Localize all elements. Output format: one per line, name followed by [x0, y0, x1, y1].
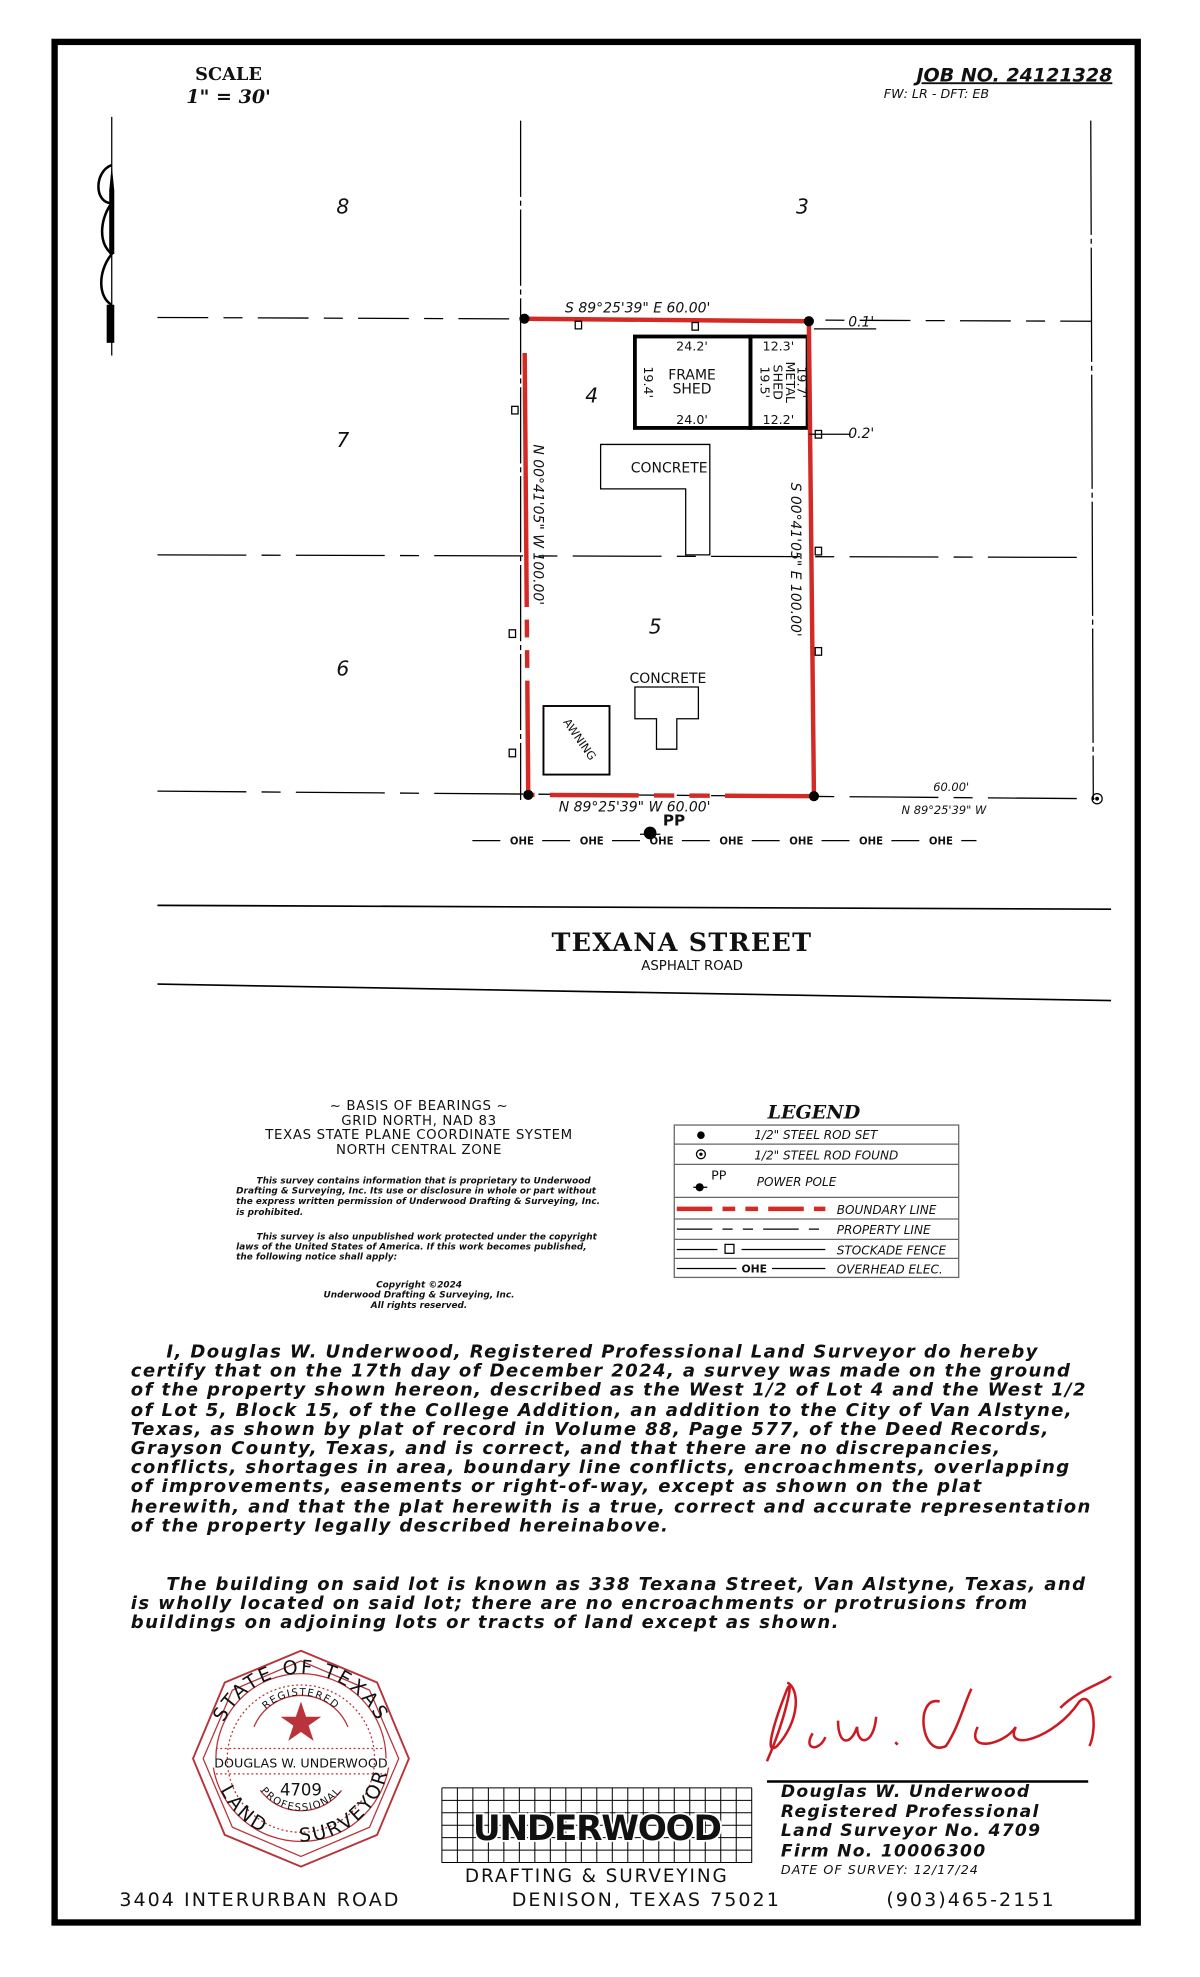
concrete-slab-south: [635, 687, 698, 749]
signer-firm: Firm No. 10006300: [780, 1840, 987, 1861]
certification-text: I, Douglas W. Underwood, Registered Professional Land Surveyor do hereby certify that on the 17th day of December 2024, a survey was made on the ground of the property shown hereon, described as the West 1/2 of Lot 4 and the West 1/2 of Lot 5, Block 15, of the College Addition, an addition to the City of Van Alstyne, Texas, as shown by plat of record in Volume 88, Page 577, of the Deed Records, Grayson County, Texas, and is correct, and that there are no discrepancies, conflicts, shortages in area, boundary line conflicts, encroachments, overlapping of improvements, easements or right-of-way, except as shown on the plat herewith, and that the plat herewith is a true, correct and accurate representation of the property legally described hereinabove.: [130, 1342, 1092, 1537]
street-name: TEXANA STREET: [551, 927, 813, 958]
stockade-fence-swatch: [677, 1244, 826, 1253]
east-bearing: S 00°41'05" E 100.00': [787, 482, 804, 637]
awning-label: AWNING: [560, 715, 600, 763]
ohe-label: OHE: [579, 836, 604, 848]
offset-label: 0.2': [848, 426, 875, 443]
page-border: [55, 42, 1138, 1923]
surveyor-seal: [193, 1651, 409, 1867]
power-pole-label: PP: [662, 811, 686, 830]
legend-item: STOCKADE FENCE: [836, 1243, 947, 1258]
dimension-label: 12.2': [762, 412, 795, 428]
legend-item: 1/2" STEEL ROD FOUND: [754, 1148, 899, 1163]
lot-numbers: [336, 194, 809, 680]
copyright-block: [254, 1280, 584, 1310]
legend-item: OVERHEAD ELEC.: [836, 1262, 943, 1277]
proprietary-notice: [236, 1176, 604, 1218]
ohe-label: OHE: [649, 836, 674, 848]
concrete-label: CONCRETE: [630, 460, 708, 477]
star-icon: [281, 1702, 322, 1741]
seal-name: DOUGLAS W. UNDERWOOD: [214, 1755, 388, 1771]
dimension-label: 12.3': [762, 338, 795, 354]
steel-rod-set-icon: [697, 1131, 705, 1139]
property-lines: [157, 121, 1094, 800]
power-pole-icon: [693, 1183, 707, 1191]
copyright-notice: [236, 1232, 604, 1263]
legend-item: POWER POLE: [756, 1174, 837, 1189]
dimension-label: 24.2': [676, 338, 708, 354]
legend-item: PROPERTY LINE: [836, 1223, 931, 1238]
dimension-label: 19.7': [794, 366, 810, 399]
company-logo: [442, 1788, 752, 1887]
seal-text: STATE OF TEXAS: [208, 1656, 394, 1726]
copyright-line: Copyright ©2024: [376, 1279, 462, 1291]
south-bearing: N 89°25'39" W 60.00': [558, 799, 711, 816]
metal-shed-label: METAL: [783, 361, 799, 403]
west-bearing: N 00°41'05" W 100.00': [529, 444, 546, 606]
street-surface: ASPHALT ROAD: [641, 959, 743, 975]
offset-label: 0.1': [848, 314, 875, 331]
certification-text: The building on said lot is known as 338 Texana Street, Van Alstyne, Texas, and is wholly located on said lot; there are no encroachments or protrusions from buildings on adjoining lots or tracts of land except as shown.: [130, 1574, 1087, 1634]
lot-4: 4: [585, 383, 599, 408]
scale-value: 1" = 30': [186, 85, 271, 108]
ohe-label: OHE: [741, 1262, 768, 1276]
surveyor-signature: [767, 1676, 1111, 1761]
seal-text: SURVEYOR: [298, 1766, 394, 1847]
basis-line: NORTH CENTRAL ZONE: [336, 1142, 503, 1158]
basis-line: GRID NORTH, NAD 83: [341, 1112, 497, 1129]
footer-address: 3404 INTERURBAN ROAD: [119, 1888, 401, 1912]
notice-text: This survey contains information that is proprietary to Underwood Drafting & Surveying, Inc. Its use or disclosure in whole or part without the express written permission of Underwood Drafting & Surveying, Inc. is prohibited.: [236, 1175, 600, 1218]
overhead-elec-swatch: [677, 1262, 826, 1275]
copyright-line: All rights reserved.: [370, 1300, 468, 1311]
steel-rod-found-icon: [696, 1150, 705, 1159]
lot-7: 7: [336, 427, 350, 452]
signer-license: Land Surveyor No. 4709: [780, 1820, 1042, 1842]
job-number: JOB NO. 24121328: [916, 64, 1113, 87]
lot-8: 8: [336, 194, 350, 219]
legend-title: LEGEND: [767, 1101, 861, 1124]
survey-date: DATE OF SURVEY: 12/17/24: [780, 1864, 979, 1879]
legend-pp-label: PP: [711, 1167, 727, 1183]
overhead-electric-line: [472, 836, 976, 847]
ohe-label: OHE: [928, 836, 953, 848]
ohe-label: OHE: [719, 836, 744, 848]
signer-block: [781, 1783, 1041, 1881]
dimension-label: 19.5': [757, 366, 773, 399]
signer-name: Douglas W. Underwood: [780, 1781, 1031, 1802]
dimension-label: 24.0': [676, 412, 708, 428]
basis-line: TEXAS STATE PLANE COORDINATE SYSTEM: [265, 1127, 573, 1143]
logo-name: UNDERWOOD: [472, 1808, 721, 1849]
notice-text: This survey is also unpublished work protected under the copyright laws of the United States of America. If this work becomes published, the following notice shall apply:: [236, 1231, 597, 1263]
signer-title: Registered Professional: [780, 1801, 1040, 1822]
ohe-label: OHE: [859, 836, 884, 848]
footer-phone: (903)465-2151: [886, 1888, 1056, 1912]
seal-text: REGISTERED: [260, 1687, 342, 1712]
footer-city: DENISON, TEXAS 75021: [511, 1888, 781, 1912]
ohe-label: OHE: [789, 836, 814, 848]
copyright-line: Underwood Drafting & Surveying, Inc.: [323, 1290, 515, 1301]
dimension-label: 19.4': [640, 366, 656, 399]
seal-text: PROFESSIONAL: [258, 1785, 344, 1814]
adjoining-bearing: N 89°25'39" W: [901, 802, 987, 817]
concrete-label: CONCRETE: [629, 671, 707, 688]
scale-title: SCALE: [195, 63, 262, 85]
crew-initials: FW: LR - DFT: EB: [883, 85, 990, 101]
logo-subtitle: DRAFTING & SURVEYING: [464, 1865, 729, 1887]
basis-of-bearings: [203, 1100, 635, 1158]
north-bearing: S 89°25'39" E 60.00': [565, 300, 711, 317]
legend-item: BOUNDARY LINE: [836, 1202, 937, 1217]
lot-3: 3: [796, 194, 809, 219]
seal-text: LAND: [215, 1781, 273, 1839]
adjoining-distance: 60.00': [933, 780, 970, 795]
metal-shed-label: SHED: [770, 364, 786, 400]
ohe-label: OHE: [509, 836, 534, 848]
frame-shed-label: FRAME: [668, 367, 716, 384]
lot-5: 5: [648, 614, 662, 639]
seal-number: 4709: [279, 1780, 322, 1800]
lot-6: 6: [336, 656, 350, 681]
frame-shed-label: SHED: [672, 381, 712, 398]
building-statement: [131, 1576, 1096, 1634]
legend-item: 1/2" STEEL ROD SET: [754, 1128, 878, 1143]
certification-statement: [131, 1343, 1096, 1536]
basis-line: ~ BASIS OF BEARINGS ~: [329, 1098, 509, 1114]
north-arrow-icon: [98, 117, 114, 356]
